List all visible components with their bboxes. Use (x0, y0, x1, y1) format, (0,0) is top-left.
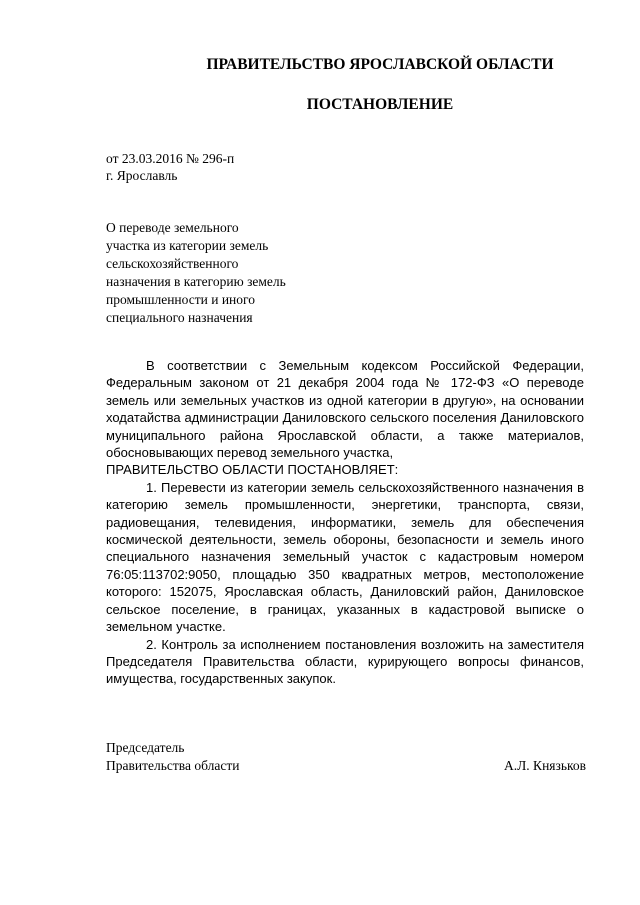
subject-line: сельскохозяйственного (106, 256, 239, 271)
subject-line: промышленности и иного (106, 292, 255, 307)
subject-line: участка из категории земель (106, 238, 269, 253)
item-2-paragraph: 2. Контроль за исполнением постановления возложить на заместителя Председателя Правительства области, курирующего вопросы финансов, имущества, государственных закупок. (106, 636, 584, 687)
signature-block (106, 739, 586, 775)
subject-line: специального назначения (106, 310, 253, 325)
signer-name: А.Л. Князьков (504, 758, 586, 773)
signer-title-line-1: Председатель (106, 740, 185, 755)
subject-line: О переводе земельного (106, 220, 239, 235)
subject-line: назначения в категорию земель (106, 274, 286, 289)
document-subject (106, 219, 286, 327)
signer-title-line-2: Правительства области (106, 758, 240, 773)
decree-statement: ПРАВИТЕЛЬСТВО ОБЛАСТИ ПОСТАНОВЛЯЕТ: (106, 462, 399, 478)
preamble-paragraph: В соответствии с Земельным кодексом Российской Федерации, Федеральным законом от 21 декабря 2004 года № 172-ФЗ «О переводе земель или земельных участков из одной категории в другую», на основании ходатайства администрации Даниловского сельского поселения Даниловского муниципального района Ярославской области, а также материалов, обосновывающих перевод земельного участка, (106, 358, 584, 461)
signature-row (106, 757, 586, 775)
government-heading: ПРАВИТЕЛЬСТВО ЯРОСЛАВСКОЙ ОБЛАСТИ (206, 56, 554, 73)
document-body (106, 357, 584, 688)
document-meta (106, 150, 234, 184)
date-number: от 23.03.2016 № 296-п (106, 151, 235, 166)
document-type-heading: ПОСТАНОВЛЕНИЕ (306, 96, 454, 113)
item-1-paragraph: 1. Перевести из категории земель сельскохозяйственного назначения в категорию земель промышленности, энергетики, транспорта, связи, радиовещания, телевидения, информатики, земель для обеспечения космической деятельности, земель обороны, безопасности и земель иного специального назначения земельный участок с кадастровым номером 76:05:113702:9050, площадью 350 квадратных метров, местоположение которого: 152075, Ярославская область, Даниловский район, Даниловское сельское поселение, в границах, указанных в кадастровой выписке о земельном участке. (106, 479, 584, 635)
city: г. Ярославль (106, 168, 178, 183)
